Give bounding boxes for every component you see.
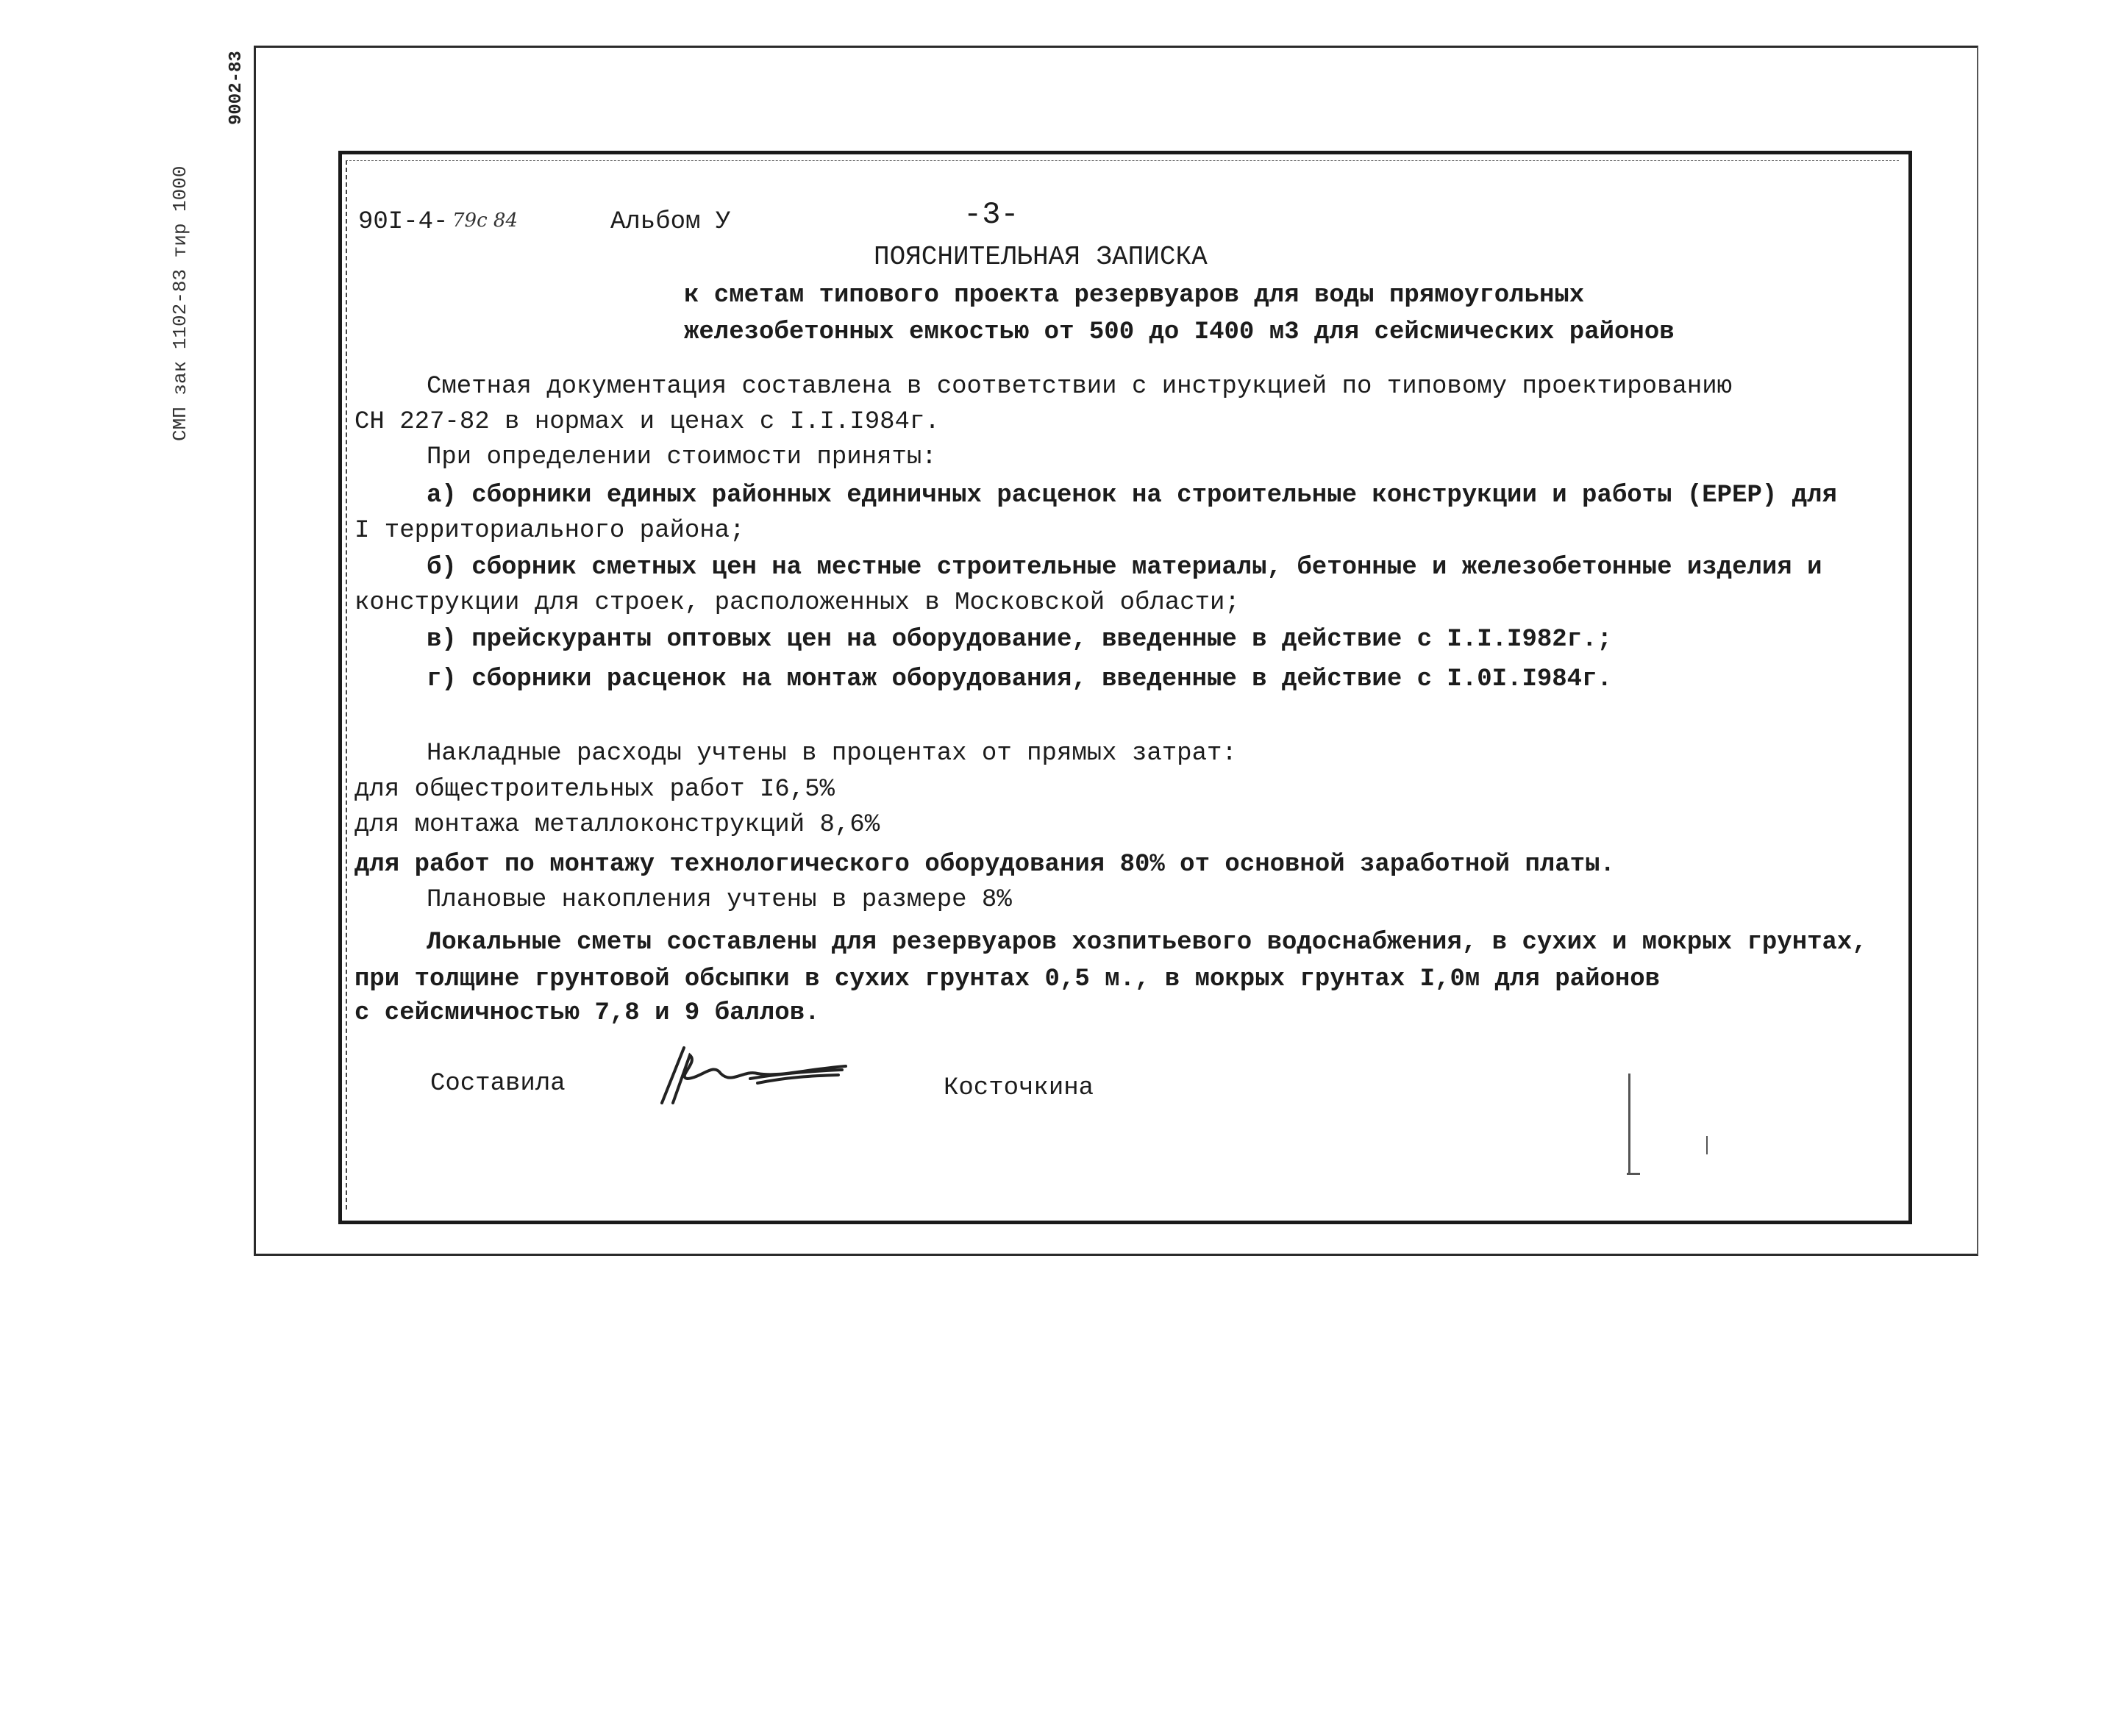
overhead-general: для общестроительных работ I6,5% bbox=[354, 776, 835, 804]
title-line-1: к сметам типового проекта резервуаров для воды прямоугольных bbox=[684, 282, 1585, 310]
local-estimates-line-2: при толщине грунтовой обсыпки в сухих грунтах 0,5 м., в мокрых грунтах I,0м для районов bbox=[354, 965, 1661, 993]
title-main: ПОЯСНИТЕЛЬНАЯ ЗАПИСКА bbox=[874, 242, 1208, 272]
planned-savings: Плановые накопления учтены в размере 8% bbox=[427, 886, 1012, 914]
margin-tick-foot bbox=[1627, 1173, 1640, 1175]
overhead-equipment: для работ по монтажу технологического оборудования 80% от основной заработной платы. bbox=[354, 851, 1615, 879]
margin-code: 9002-83 bbox=[227, 51, 246, 125]
overhead-intro: Накладные расходы учтены в процентах от прямых затрат: bbox=[427, 740, 1237, 768]
overhead-metal: для монтажа металлоконструкций 8,6% bbox=[354, 811, 880, 839]
item-g: г) сборники расценок на монтаж оборудования, введенные в действие с I.0I.I984г. bbox=[427, 665, 1612, 693]
item-b-line-2: конструкции для строек, расположенных в Московской области; bbox=[354, 589, 1240, 617]
para-1-line-1: Сметная документация составлена в соответствии с инструкцией по типовому проектированию bbox=[427, 373, 1733, 401]
doc-code-handwritten: 79с 84 bbox=[452, 210, 518, 232]
para-1-line-2: СН 227-82 в нормах и ценах с I.I.I984г. bbox=[354, 408, 940, 436]
local-estimates-line-1: Локальные сметы составлены для резервуаров хозпитьевого водоснабжения, в сухих и мокрых грунтах, bbox=[427, 929, 1867, 957]
para-2: При определении стоимости приняты: bbox=[427, 443, 937, 471]
composed-by-label: Составила bbox=[430, 1070, 566, 1098]
signature-icon bbox=[632, 1033, 853, 1121]
margin-tick-small bbox=[1706, 1136, 1708, 1154]
local-estimates-line-3: с сейсмичностью 7,8 и 9 баллов. bbox=[354, 999, 820, 1027]
item-v: в) прейскуранты оптовых цен на оборудование, введенные в действие с I.I.I982г.; bbox=[427, 626, 1612, 654]
doc-code: 90I-4- bbox=[358, 208, 449, 236]
item-a-line-2: I территориального района; bbox=[354, 517, 745, 545]
item-b-line-1: б) сборник сметных цен на местные строительные материалы, бетонные и железобетонные изделия и bbox=[427, 554, 1822, 582]
item-a-line-1: а) сборники единых районных единичных расценок на строительные конструкции и работы (ЕРЕР) для bbox=[427, 482, 1837, 510]
print-stamp: СМП зак 1102-83 тир 1000 bbox=[169, 165, 191, 441]
page-number: -3- bbox=[963, 197, 1019, 232]
composer-name: Косточкина bbox=[944, 1074, 1094, 1102]
margin-tick-line bbox=[1628, 1074, 1630, 1173]
album-label: Альбом У bbox=[610, 208, 731, 236]
title-line-2: железобетонных емкостью от 500 до I400 м3 для сейсмических районов bbox=[684, 318, 1675, 346]
